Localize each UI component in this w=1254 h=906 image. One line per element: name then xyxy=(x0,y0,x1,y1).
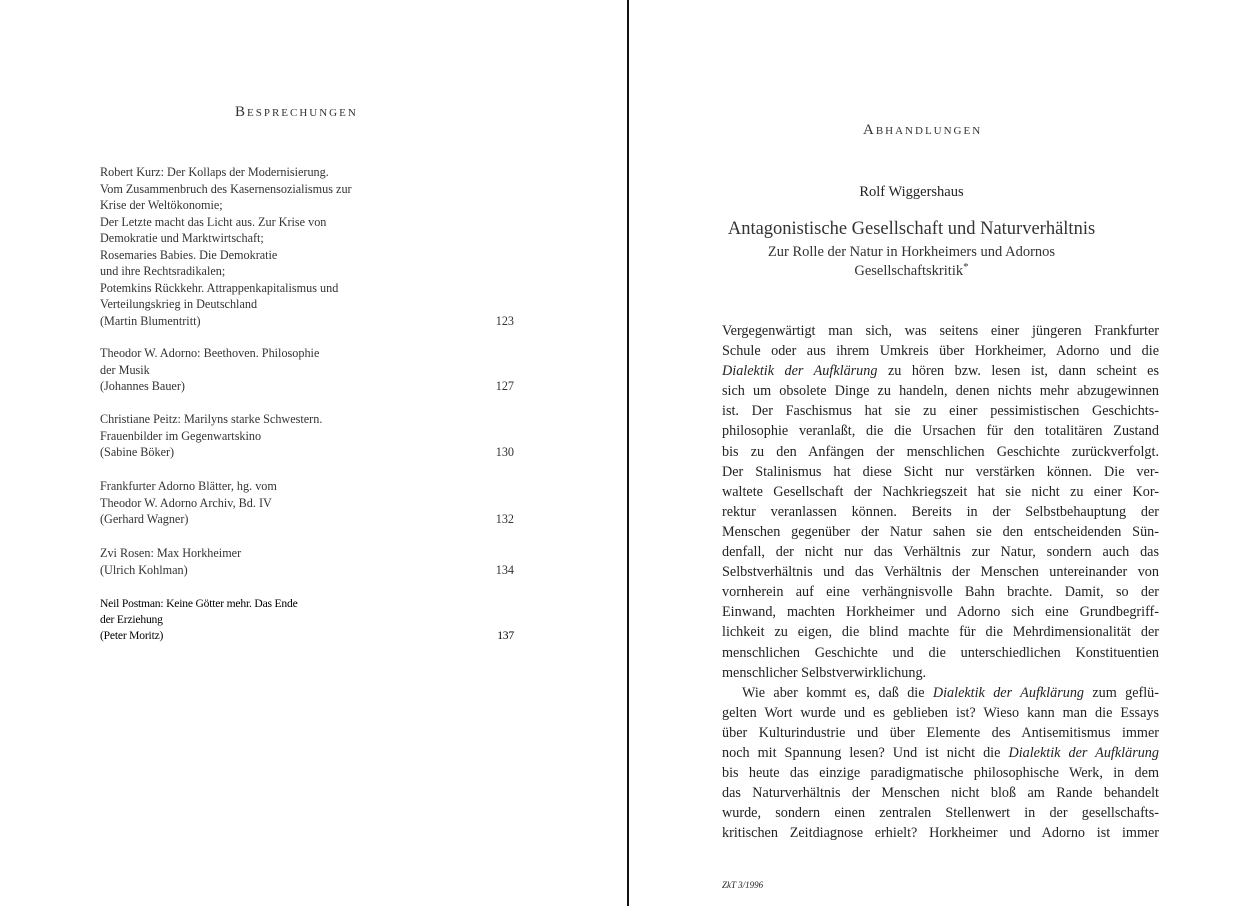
subtitle-line-text: Gesellschaftskritik xyxy=(854,263,964,279)
entry-page-number: 123 xyxy=(495,313,514,328)
body-line: lichkeit zu eigen, die blind machte für die Mehrdimensionalität der xyxy=(722,624,1159,641)
body-line: sich um obsolete Dinge zu handeln, denen nichts mehr abzugewinnen xyxy=(722,383,1159,400)
entry-line: und ihre Rechtsradikalen; xyxy=(100,264,226,278)
subtitle-line: Zur Rolle der Natur in Horkheimers und Adornos xyxy=(767,244,1056,260)
journal-reference: ZkT 3/1996 xyxy=(722,880,764,890)
entry-line: Frauenbilder im Gegenwartskino xyxy=(100,428,262,443)
body-line xyxy=(722,743,1159,763)
entry-page-number: 137 xyxy=(497,628,514,642)
entry-line: Theodor W. Adorno: Beethoven. Philosophie xyxy=(100,346,320,360)
subtitle-line xyxy=(629,262,1194,282)
body-line-text: zum geflü- xyxy=(1084,684,1159,701)
review-entry xyxy=(100,164,520,329)
article-author: Rolf Wiggershaus xyxy=(859,184,964,200)
body-line: das Naturverhältnis der Menschen nicht bloß am Rande behandelt xyxy=(722,785,1159,802)
body-line: rektur veranlassen können. Bereits in der Selbstbehauptung der xyxy=(722,503,1159,520)
entry-line: Zvi Rosen: Max Horkheimer xyxy=(100,546,242,560)
body-line: waltete Gesellschaft der Nachkriegszeit hat sie nicht zu einer Kor- xyxy=(722,483,1159,500)
entry-page-number: 134 xyxy=(495,562,514,577)
body-line-text: zu hören bzw. lesen ist, dann scheint es xyxy=(877,363,1159,380)
body-line: gelten Wort wurde und es geblieben ist? Wieso kann man die Essays xyxy=(722,704,1159,721)
article-title: Antagonistische Gesellschaft und Naturverhältnis xyxy=(727,219,1096,239)
entry-line: Neil Postman: Keine Götter mehr. Das Ende xyxy=(100,597,298,610)
entry-line: Der Letzte macht das Licht aus. Zur Krise von xyxy=(100,214,327,229)
entry-line: Theodor W. Adorno Archiv, Bd. IV xyxy=(100,495,272,510)
body-line xyxy=(722,361,1159,381)
body-line: Einwand, machten Horkheimer und Adorno sich eine Grundbegriff- xyxy=(722,604,1159,621)
entry-line: Demokratie und Marktwirtschaft; xyxy=(100,231,264,245)
body-line: Menschen gegenüber der Natur sahen sie den entscheidenden Sün- xyxy=(722,523,1159,540)
entry-line: der Musik xyxy=(100,362,150,377)
body-line: Selbstverhältnis und das Verhältnis der Menschen untereinander von xyxy=(722,564,1159,581)
body-line: bis heute das einzige paradigmatische philosophische Werk, in dem xyxy=(722,765,1159,782)
article-body xyxy=(722,321,1159,843)
body-line-text: Wie aber kommt es, daß die xyxy=(742,684,933,701)
body-line: Schule oder aus ihrem Umkreis über Horkheimer, Adorno und die xyxy=(722,343,1159,360)
review-entry xyxy=(100,596,520,643)
book-title-italic: Dialektik der Aufklärung xyxy=(1008,744,1159,761)
entry-reviewer: (Martin Blumentritt) xyxy=(100,313,201,328)
right-page xyxy=(629,0,1254,906)
entry-reviewer: (Peter Moritz) xyxy=(100,628,164,642)
entry-line: der Erziehung xyxy=(100,612,163,626)
book-title-italic: Dialektik der Aufklärung xyxy=(722,363,878,380)
entry-line: Frankfurter Adorno Blätter, hg. vom xyxy=(100,479,277,493)
section-title-besprechungen: Besprechungen xyxy=(235,104,358,120)
entry-line: Vom Zusammenbruch des Kasernensozialismus zur xyxy=(100,181,352,196)
entry-reviewer: (Johannes Bauer) xyxy=(100,379,185,393)
body-line: vornherein auf eine verhängnisvolle Bahn brachte. Damit, so der xyxy=(722,584,1159,601)
body-line: menschlichen Geschichte und die unterschiedlichen Konstituentien xyxy=(722,644,1159,661)
body-line: philosophie veranlaßt, die die Ursachen für den totalitären Zustand xyxy=(722,423,1159,440)
body-line: menschlicher Selbstverwirklichung. xyxy=(722,664,927,681)
entry-line: Verteilungskrieg in Deutschland xyxy=(100,297,258,311)
entry-page-number: 132 xyxy=(495,512,514,526)
book-title-italic: Dialektik der Aufklärung xyxy=(932,684,1085,701)
section-title-abhandlungen: Abhandlungen xyxy=(863,122,983,138)
entry-page-number: 130 xyxy=(495,445,514,459)
review-entry xyxy=(100,345,520,395)
entry-page-number: 127 xyxy=(495,379,514,393)
entry-line: Rosemaries Babies. Die Demokratie xyxy=(100,247,278,262)
entry-reviewer: (Sabine Böker) xyxy=(100,445,175,459)
article-subtitle xyxy=(629,243,1194,282)
review-entry xyxy=(100,411,520,461)
entry-line: Potemkins Rückkehr. Attrappenkapitalismus und xyxy=(100,280,339,295)
body-line-text: noch mit Spannung lesen? Und ist nicht die xyxy=(722,744,1009,761)
review-entry xyxy=(100,545,520,578)
body-line: wurde, sondern einen zentralen Stellenwert in der gesellschafts- xyxy=(722,805,1159,822)
entry-line: Christiane Peitz: Marilyns starke Schwestern. xyxy=(100,412,323,426)
body-line: Vergegenwärtigt man sich, was seitens einer jüngeren Frankfurter xyxy=(722,323,1159,339)
footnote-marker: * xyxy=(963,261,969,273)
entry-line: Krise der Weltökonomie; xyxy=(100,198,223,212)
entry-reviewer: (Ulrich Kohlman) xyxy=(100,562,188,577)
body-line: kritischen Zeitdiagnose erhielt? Horkheimer und Adorno ist immer xyxy=(722,825,1159,842)
review-entry xyxy=(100,478,520,528)
body-line: denfall, der nicht nur das Verhältnis zur Natur, sondern auch das xyxy=(722,544,1159,561)
body-line xyxy=(722,683,1159,703)
body-line: über Kulturindustrie und über Elemente des Antisemitismus immer xyxy=(722,724,1159,741)
entry-line: Robert Kurz: Der Kollaps der Modernisierung. xyxy=(100,165,329,179)
body-line: ist. Der Faschismus hat sie zu einer pessimistischen Geschichts- xyxy=(722,403,1159,420)
body-line: Der Stalinismus hat diese Sicht nur verstärken können. Die ver- xyxy=(722,463,1159,480)
entry-reviewer: (Gerhard Wagner) xyxy=(100,512,189,526)
body-line: bis zu den Anfängen der menschlichen Geschichte zurückverfolgt. xyxy=(722,443,1159,460)
